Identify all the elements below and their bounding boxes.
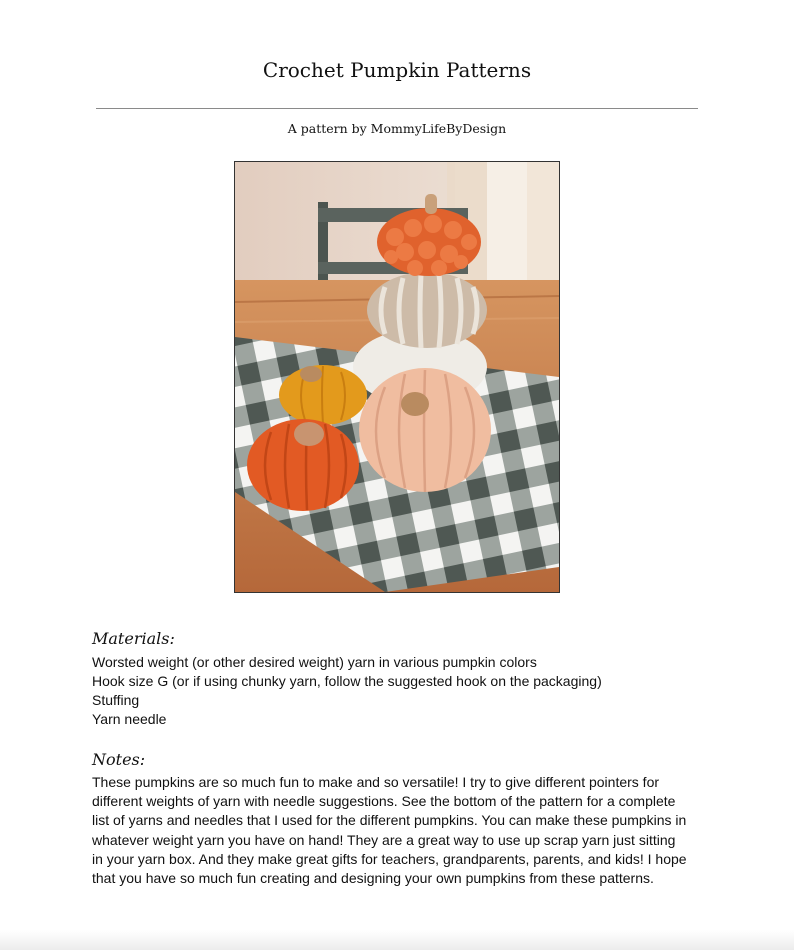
author-byline: A pattern by MommyLifeByDesign xyxy=(287,121,507,136)
notes-paragraph xyxy=(92,773,712,888)
page-bottom-shadow xyxy=(0,930,794,950)
notes-line: different weights of yarn with needle suggestions. See the bottom of the pattern for a complete xyxy=(92,793,676,810)
pumpkins-illustration xyxy=(235,162,559,592)
materials-list xyxy=(92,653,602,729)
notes-line: list of yarns and needles that I used for the different pumpkins. You can make these pumpkins in xyxy=(92,812,687,829)
materials-heading: Materials: xyxy=(92,629,175,648)
notes-line: that you have so much fun creating and designing your own pumpkins from these patterns. xyxy=(92,870,654,887)
materials-item-stuffing: Stuffing xyxy=(92,692,140,708)
materials-item-yarn: Worsted weight (or other desired weight) yarn in various pumpkin colors xyxy=(92,654,537,670)
notes-line: These pumpkins are so much fun to make and so versatile! I try to give different pointers for xyxy=(92,774,660,790)
notes-heading: Notes: xyxy=(92,750,146,769)
pumpkins-photo xyxy=(234,161,560,593)
title-divider xyxy=(96,108,698,109)
notes-line: whatever weight yarn you have on hand! They are a great way to use up scrap yarn just sitting xyxy=(92,831,676,848)
materials-item-hook: Hook size G (or if using chunky yarn, follow the suggested hook on the packaging) xyxy=(92,673,602,689)
notes-line: in your yarn box. And they make great gifts for teachers, grandparents, parents, and kids! I hope xyxy=(92,850,687,867)
page-title: Crochet Pumpkin Patterns xyxy=(262,58,532,82)
materials-item-needle: Yarn needle xyxy=(92,711,167,727)
